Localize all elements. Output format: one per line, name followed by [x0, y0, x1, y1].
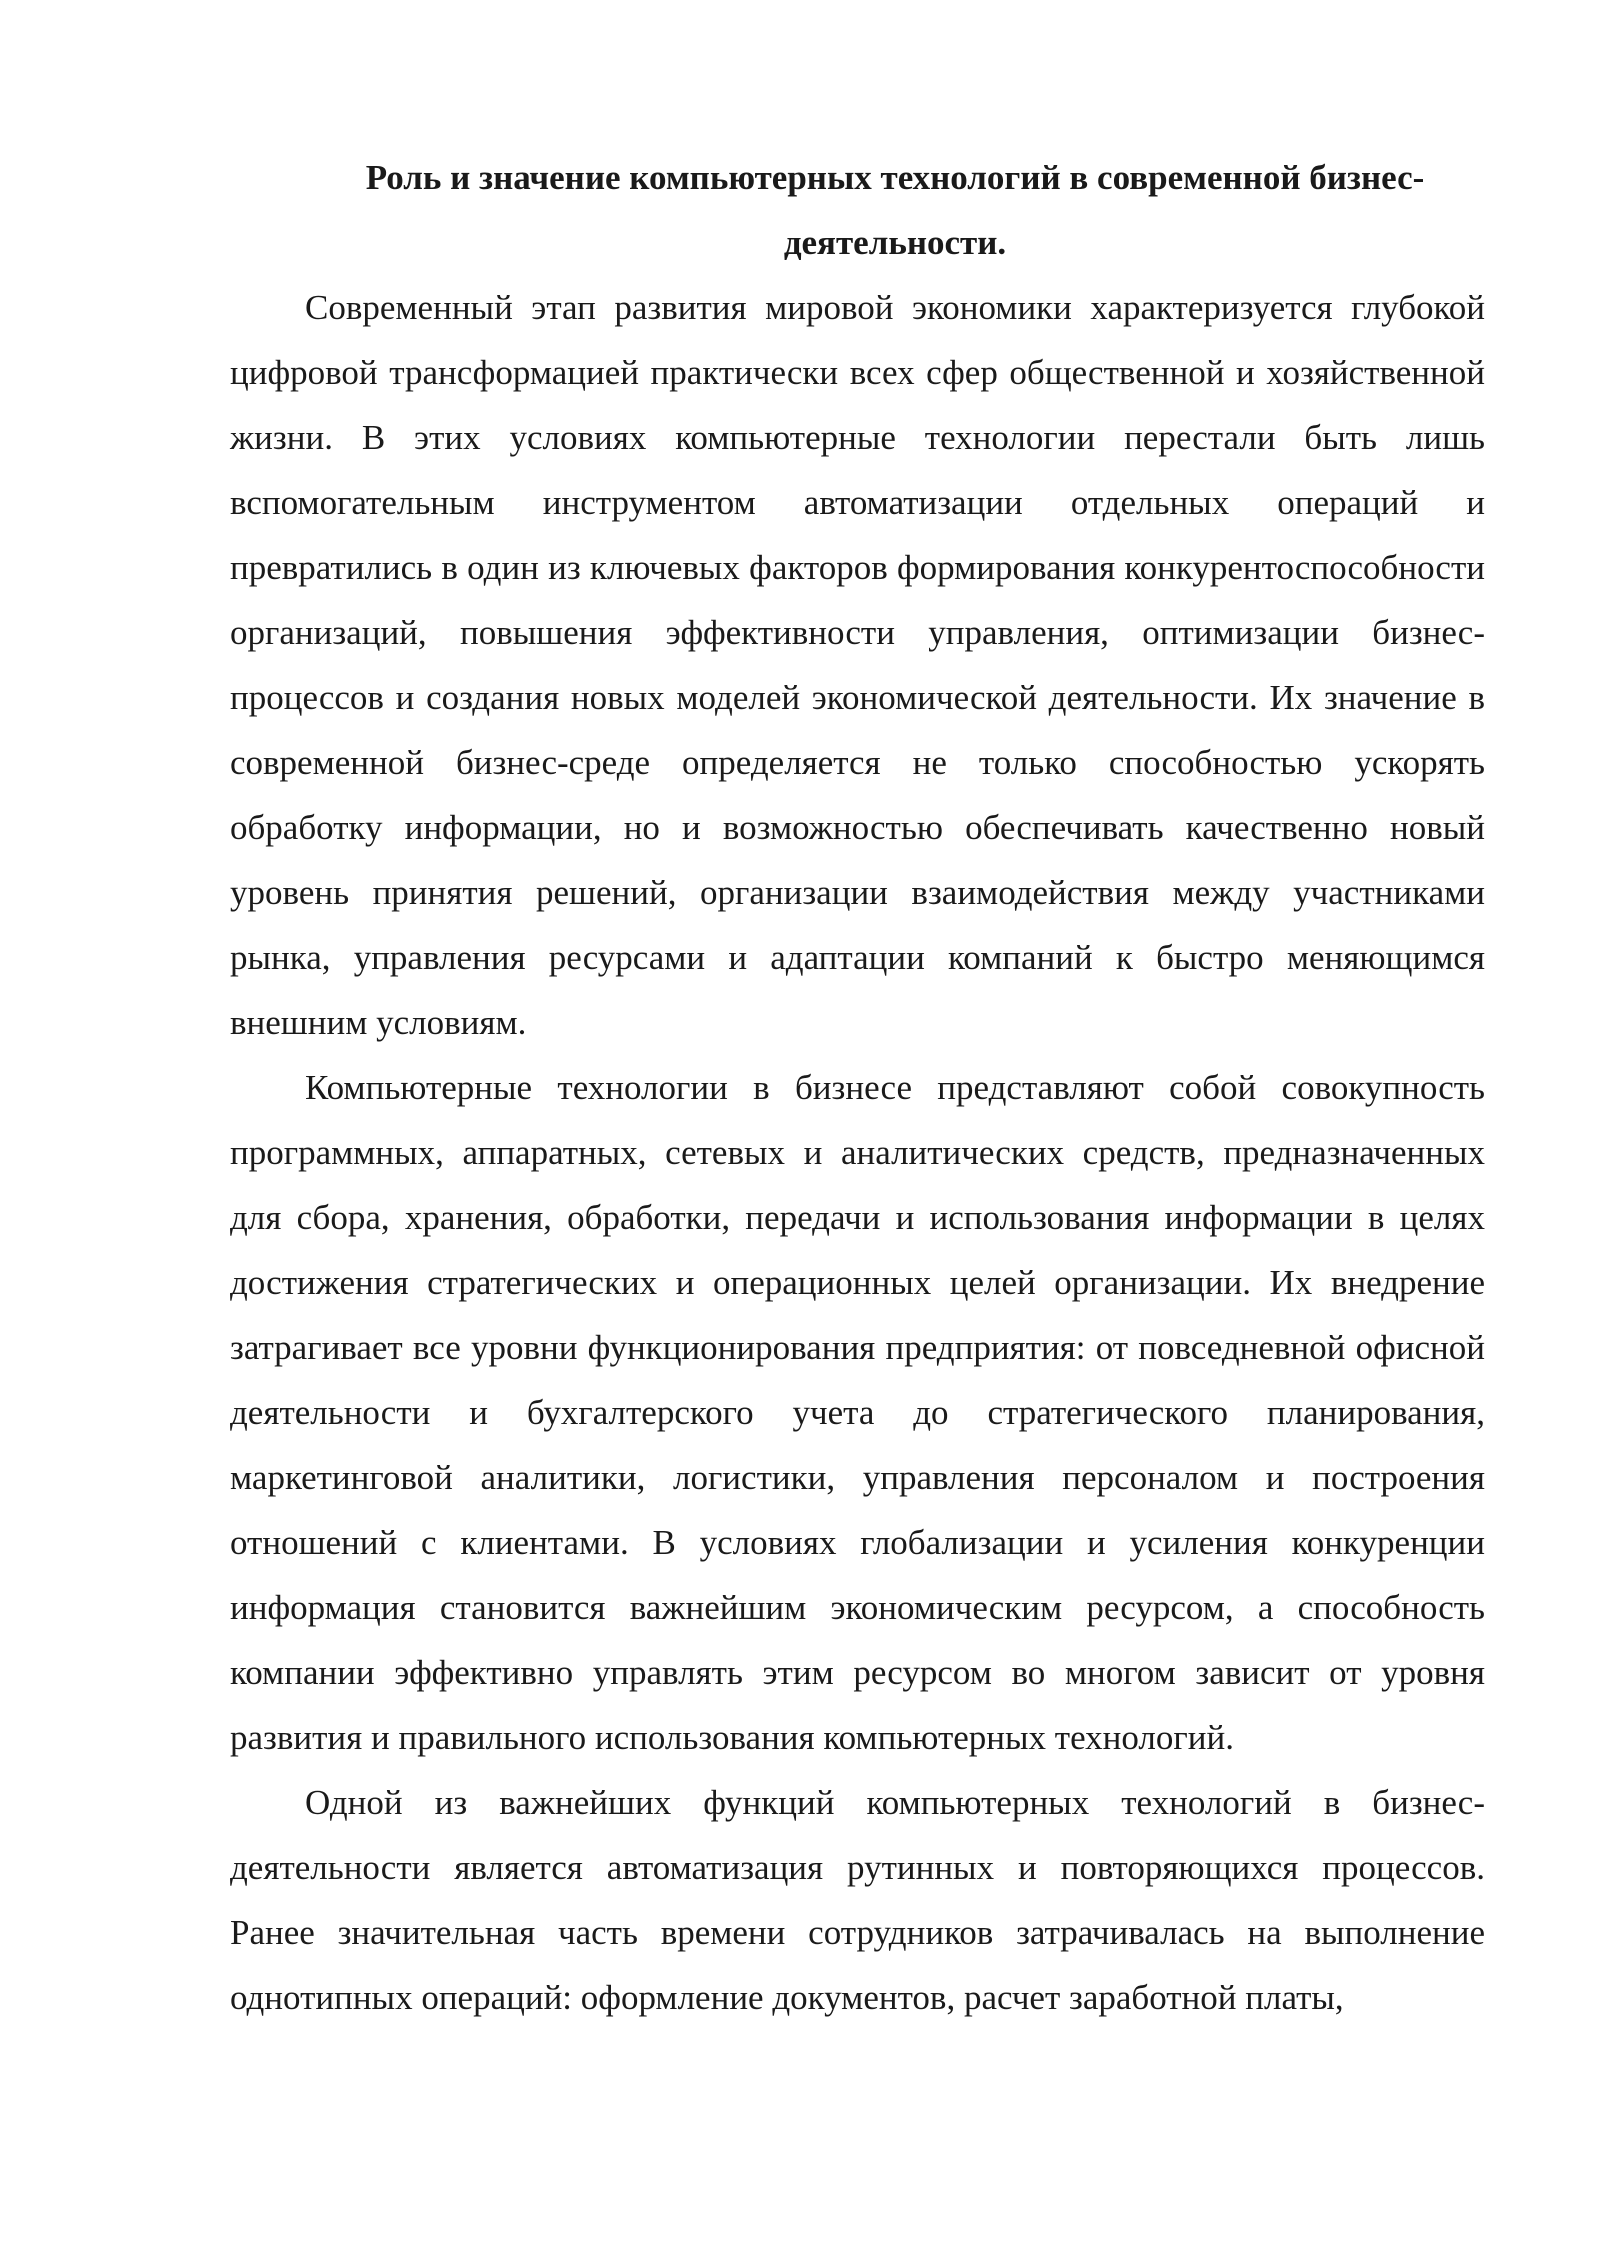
paragraph-3: Одной из важнейших функций компьютерных технологий в бизнес-деятельности является автоматизация рутинных и повторяющихся процессов. Ранее значительная часть времени сотрудников затрачивалась на выполнение однотипных операций: оформление документов, расчет заработной платы,: [230, 1783, 1485, 2017]
paragraph-1: Современный этап развития мировой экономики характеризуется глубокой цифровой трансформацией практически всех сфер общественной и хозяйственной жизни. В этих условиях компьютерные технологии перестали быть лишь вспомогательным инструментом автоматизации отдельных операций и превратились в один из ключевых факторов формирования конкурентоспособности организаций, повышения эффективности управления, оптимизации бизнес-процессов и создания новых моделей экономической деятельности. Их значение в современной бизнес-среде определяется не только способностью ускорять обработку информации, но и возможностью обеспечивать качественно новый уровень принятия решений, организации взаимодействия между участниками рынка, управления ресурсами и адаптации компаний к быстро меняющимся внешним условиям.: [230, 288, 1485, 1042]
document-body: [230, 145, 1485, 2030]
document-title: Роль и значение компьютерных технологий в современной бизнес-деятельности.: [365, 158, 1425, 262]
paragraph-2: Компьютерные технологии в бизнесе представляют собой совокупность программных, аппаратных, сетевых и аналитических средств, предназначенных для сбора, хранения, обработки, передачи и использования информации в целях достижения стратегических и операционных целей организации. Их внедрение затрагивает все уровни функционирования предприятия: от повседневной офисной деятельности и бухгалтерского учета до стратегического планирования, маркетинговой аналитики, логистики, управления персоналом и построения отношений с клиентами. В условиях глобализации и усиления конкуренции информация становится важнейшим экономическим ресурсом, а способность компании эффективно управлять этим ресурсом во многом зависит от уровня развития и правильного использования компьютерных технологий.: [230, 1068, 1485, 1757]
